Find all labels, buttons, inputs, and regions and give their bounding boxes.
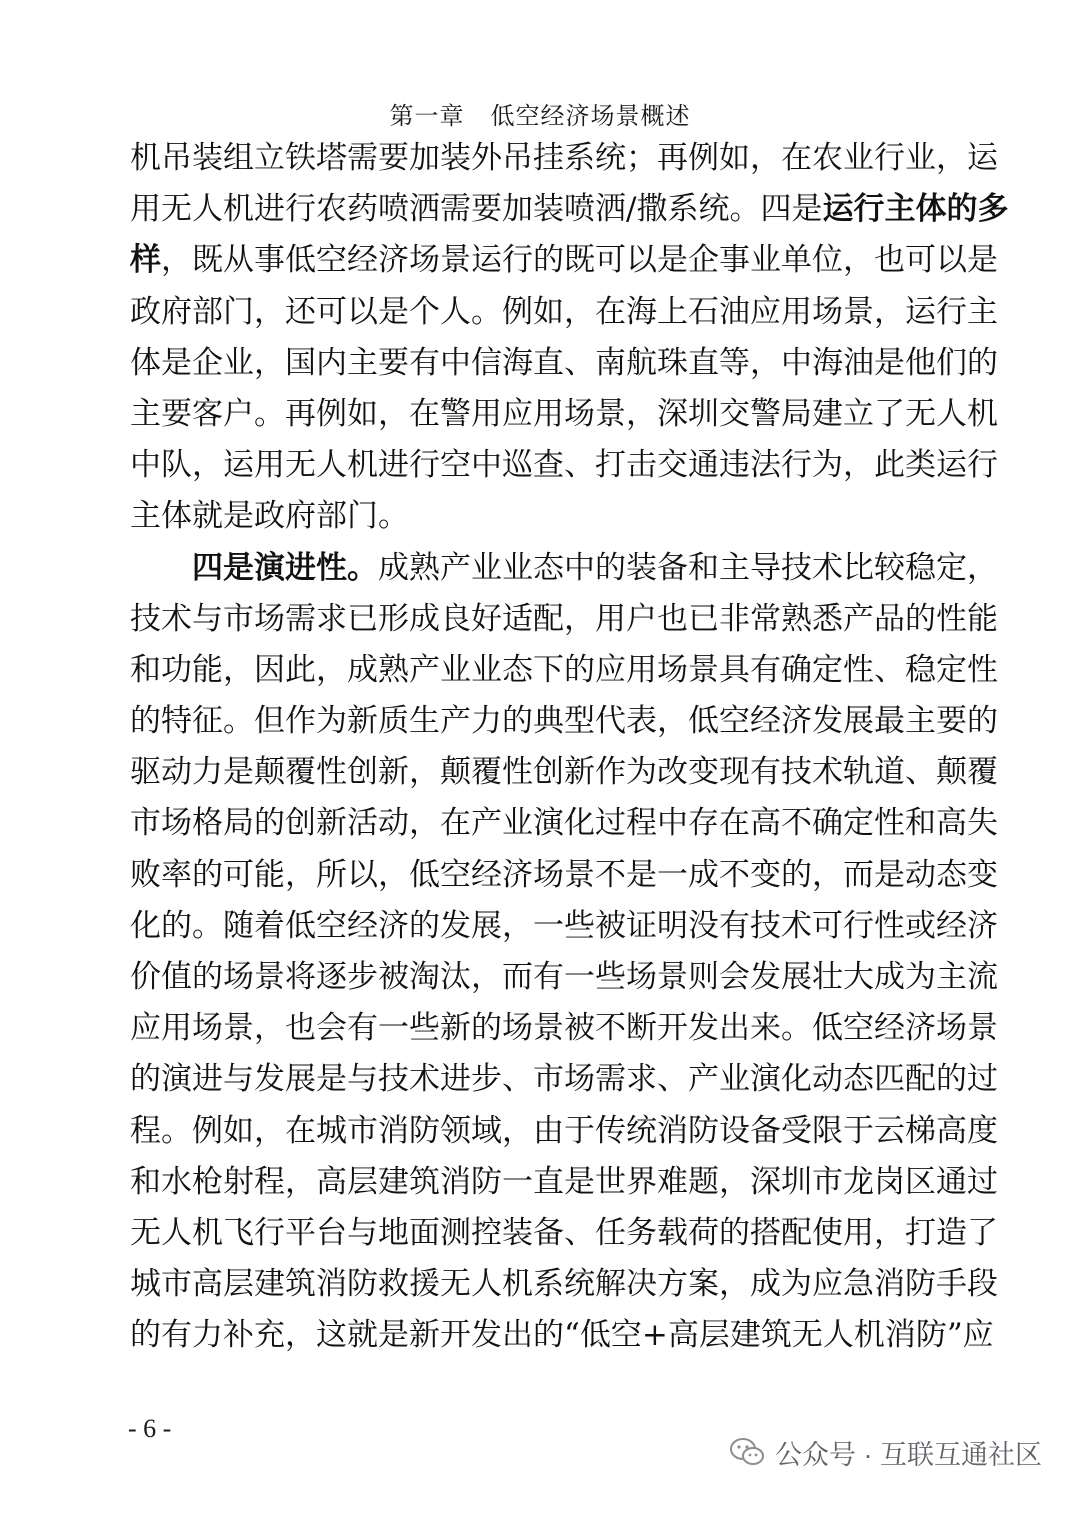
text-line: 和功能，因此，成熟产业业态下的应用场景具有确定性、稳定性	[130, 651, 998, 688]
text-line: 城市高层建筑消防救援无人机系统解决方案，成为应急消防手段	[130, 1266, 998, 1303]
text-line: 程。例如，在城市消防领域，由于传统消防设备受限于云梯高度	[130, 1112, 998, 1149]
text-line: 市场格局的创新活动，在产业演化过程中存在高不确定性和高失	[130, 805, 998, 842]
text-line: 败率的可能，所以，低空经济场景不是一成不变的，而是动态变	[130, 856, 998, 893]
text-line: 的有力补充，这就是新开发出的“低空+高层建筑无人机消防”应	[130, 1317, 994, 1354]
watermark-label: 公众号 · 互联互通社区	[775, 1439, 1042, 1470]
text-line: 主体就是政府部门。	[130, 498, 409, 535]
text-line: 样，既从事低空经济场景运行的既可以是企事业单位，也可以是	[130, 242, 998, 279]
paragraph-start-line: 四是演进性。成熟产业业态中的装备和主导技术比较稳定，	[192, 549, 998, 586]
chapter-title: 低空经济场景概述	[490, 102, 691, 130]
text-line: 化的。随着低空经济的发展，一些被证明没有技术可行性或经济	[130, 907, 998, 944]
text-line: 驱动力是颠覆性创新，颠覆性创新作为改变现有技术轨道、颠覆	[130, 754, 998, 791]
text-line: 主要客户。再例如，在警用应用场景，深圳交警局建立了无人机	[130, 395, 998, 432]
text-line: 价值的场景将逐步被淘汰，而有一些场景则会发展壮大成为主流	[130, 959, 998, 995]
text-line: 技术与市场需求已形成良好适配，用户也已非常熟悉产品的性能	[130, 600, 998, 637]
text-line: 机吊装组立铁塔需要加装外吊挂系统；再例如，在农业行业，运	[130, 140, 998, 176]
chapter-number: 第一章	[389, 102, 465, 130]
text-line: 和水枪射程，高层建筑消防一直是世界难题，深圳市龙岗区通过	[130, 1163, 998, 1200]
bold-phrase: 运行主体的多	[822, 191, 1009, 228]
text-line: 体是企业，国内主要有中信海直、南航珠直等，中海油是他们的	[130, 344, 998, 381]
text-line: 无人机飞行平台与地面测控装备、任务载荷的搭配使用，打造了	[130, 1214, 998, 1251]
text-line: 政府部门，还可以是个人。例如，在海上石油应用场景，运行主	[130, 293, 998, 330]
bold-heading: 四是演进性。	[192, 549, 378, 586]
text-line: 中队，运用无人机进行空中巡查、打击交通违法行为，此类运行	[130, 447, 998, 484]
text-line: 的演进与发展是与技术进步、市场需求、产业演化动态匹配的过	[130, 1061, 998, 1098]
text-line: 应用场景，也会有一些新的场景被不断开发出来。低空经济场景	[130, 1010, 998, 1047]
page-number: - 6 -	[128, 1414, 172, 1443]
wechat-icon	[729, 1437, 765, 1467]
chapter-header	[0, 96, 1080, 131]
bold-phrase: 样	[130, 242, 161, 279]
watermark	[729, 1432, 1042, 1472]
text-line: 的特征。但作为新质生产力的典型代表，低空经济发展最主要的	[130, 703, 998, 740]
text-line: 用无人机进行农药喷洒需要加装喷洒/撒系统。四是运行主体的多	[130, 191, 1009, 228]
body-text	[130, 133, 1009, 1362]
